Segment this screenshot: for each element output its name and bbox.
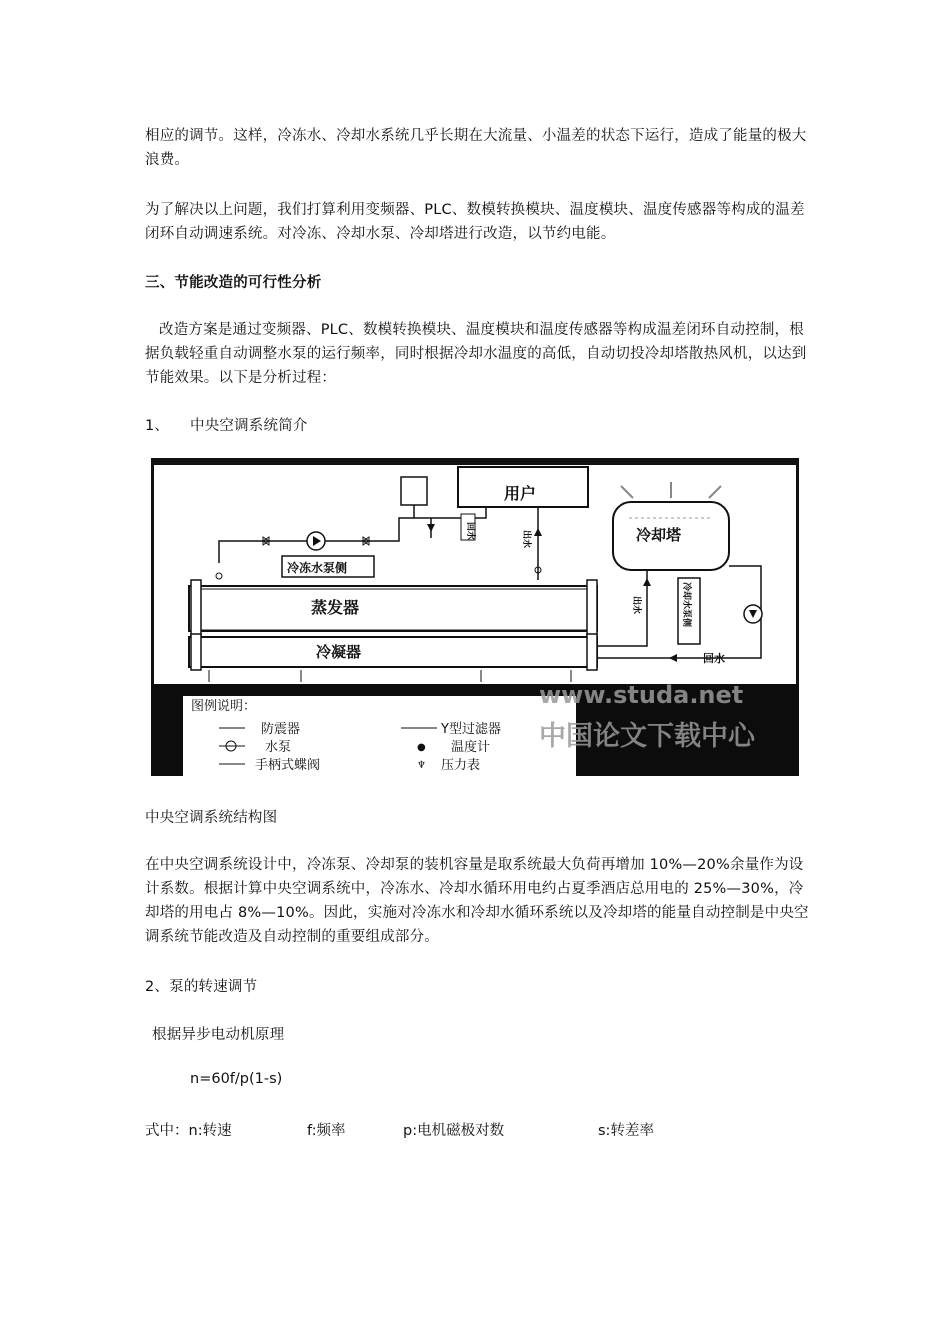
watermark-url: www.studa.net: [539, 681, 744, 709]
legend-thermometer: 温度计: [451, 740, 491, 755]
condenser-box: [189, 637, 597, 667]
figure-caption: 中央空调系统结构图: [145, 810, 278, 826]
item-2-heading: 2、泵的转速调节: [145, 979, 258, 995]
item-1-number: 1、: [145, 418, 170, 434]
return-label-2: 回水: [703, 652, 725, 665]
chilled-pump-label: 冷冻水泵侧: [287, 561, 348, 575]
legend-y-filter: Y型过滤器: [441, 722, 501, 737]
hvac-system-diagram: [151, 458, 799, 776]
paragraph-4: 在中央空调系统设计中，冷冻泵、冷却泵的装机容量是取系统最大负荷再增加 10%—20%余量作为设计系数。根据计算中央空调系统中，冷冻水、冷却水循环用电约占夏季酒店总用电的 25%—30%，冷却塔的用电占 8%—10%。因此，实施对冷冻水和冷却水循环系统以及冷却塔的能量自动控制是中央空调系统节能改造及自动控制的重要组成部分。: [145, 857, 809, 945]
supply-label-2: 出水: [631, 596, 641, 615]
evaporator-box: [189, 586, 597, 631]
where-frequency: f:频率: [307, 1123, 346, 1139]
return-label-1: 回水: [465, 522, 475, 541]
item-1-title: 中央空调系统简介: [190, 418, 308, 434]
cooling-tower-label: 冷却塔: [636, 526, 682, 544]
legend-shock-absorber: 防震器: [261, 722, 301, 737]
cooling-pump-label: 冷却水泵侧: [681, 582, 691, 628]
svg-text:♆: ♆: [417, 760, 426, 771]
user-label: 用户: [504, 484, 537, 503]
legend-pump: 水泵: [265, 740, 292, 755]
where-label: 式中：n:转速: [145, 1123, 232, 1139]
where-slip: s:转差率: [598, 1123, 654, 1139]
watermark-cn: 中国论文下载中心: [539, 721, 755, 752]
formula: n=60f/p(1-s): [190, 1071, 283, 1087]
paragraph-1: 相应的调节。这样，冷冻水、冷却水系统几乎长期在大流量、小温差的状态下运行，造成了能量的极大浪费。: [145, 128, 807, 168]
legend-title: 图例说明：: [191, 699, 257, 714]
legend-butterfly-valve: 手柄式蝶阀: [255, 758, 321, 773]
paragraph-5: 根据异步电动机原理: [152, 1027, 285, 1043]
supply-label-1: 出水: [521, 530, 531, 549]
legend-pressure-gauge: 压力表: [441, 758, 481, 773]
evaporator-label: 蒸发器: [311, 598, 360, 617]
paragraph-2: 为了解决以上问题，我们打算利用变频器、PLC、数模转换模块、温度模块、温度传感器等构成的温差闭环自动调速系统。对冷冻、冷却水泵、冷却塔进行改造，以节约电能。: [145, 202, 805, 242]
svg-text:●: ●: [417, 742, 426, 753]
paragraph-3: 改造方案是通过变频器、PLC、数模转换模块、温度模块和温度传感器等构成温差闭环自动控制，根据负载轻重自动调整水泵的运行频率，同时根据冷却水温度的高低，自动切投冷却塔散热风机，以达到节能效果。以下是分析过程：: [145, 322, 807, 386]
where-poles: p:电机磁极对数: [403, 1123, 505, 1139]
condenser-label: 冷凝器: [316, 643, 362, 661]
section-heading-3: 三、节能改造的可行性分析: [145, 275, 322, 291]
